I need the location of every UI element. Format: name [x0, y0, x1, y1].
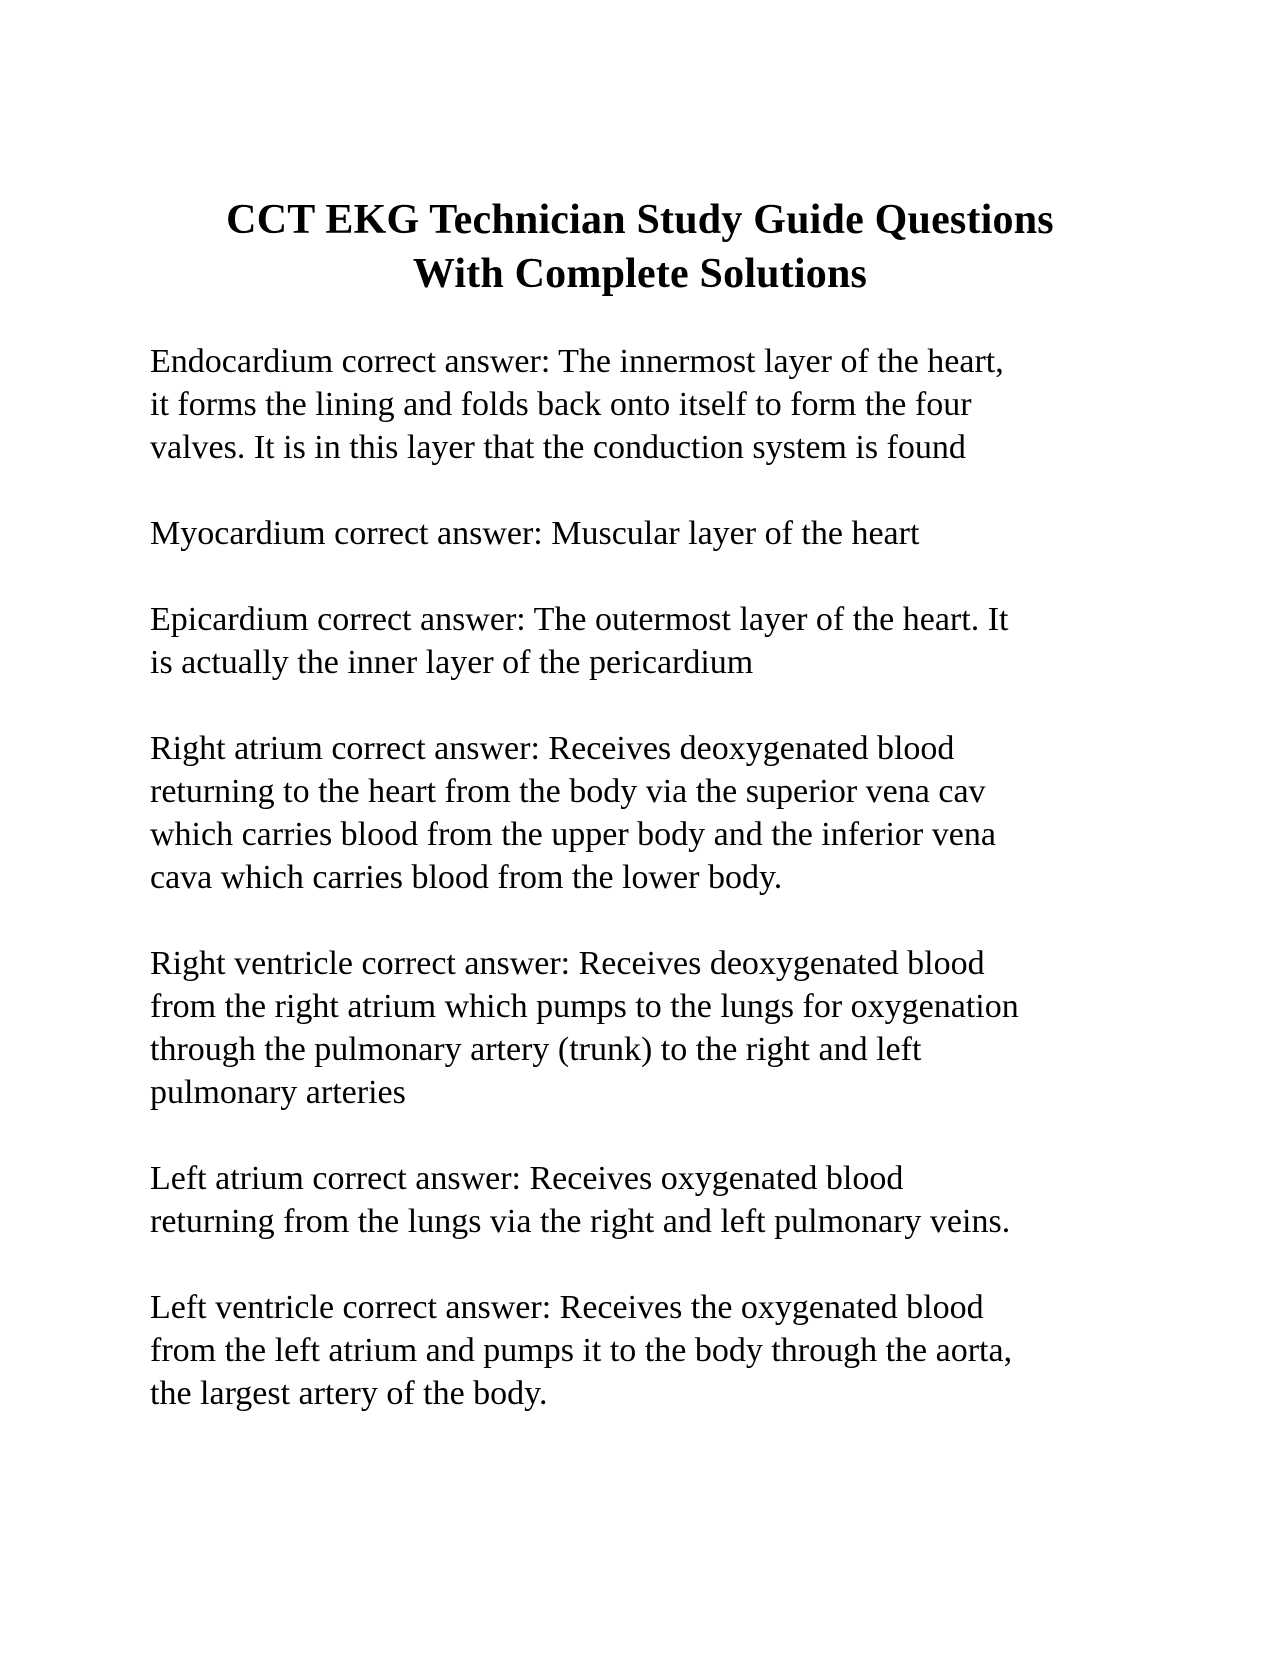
entry-epicardium: Epicardium correct answer: The outermost layer of the heart. It is actually the inner layer of the pericardium	[150, 601, 1009, 681]
title-line-1: CCT EKG Technician Study Guide Questions	[226, 197, 1054, 243]
study-guide-entries	[150, 340, 1130, 1458]
entry-left-ventricle: Left ventricle correct answer: Receives the oxygenated blood from the left atrium and pumps it to the body through the aorta, the largest artery of the body.	[150, 1289, 1013, 1412]
entry-left-atrium: Left atrium correct answer: Receives oxygenated blood returning from the lungs via the right and left pulmonary veins.	[150, 1160, 1011, 1240]
page-title	[150, 193, 1130, 301]
entry-endocardium: Endocardium correct answer: The innermost layer of the heart, it forms the lining and folds back onto itself to form the four valves. It is in this layer that the conduction system is found	[150, 343, 1004, 466]
title-line-2: With Complete Solutions	[412, 251, 868, 297]
entry-right-ventricle: Right ventricle correct answer: Receives deoxygenated blood from the right atrium which pumps to the lungs for oxygenation through the pulmonary artery (trunk) to the right and left pulmonary arteries	[150, 945, 1019, 1111]
entry-right-atrium: Right atrium correct answer: Receives deoxygenated blood returning to the heart from the body via the superior vena cav which carries blood from the upper body and the inferior vena cava which carries blood from the lower body.	[150, 730, 996, 896]
entry-myocardium: Myocardium correct answer: Muscular layer of the heart	[150, 515, 920, 552]
